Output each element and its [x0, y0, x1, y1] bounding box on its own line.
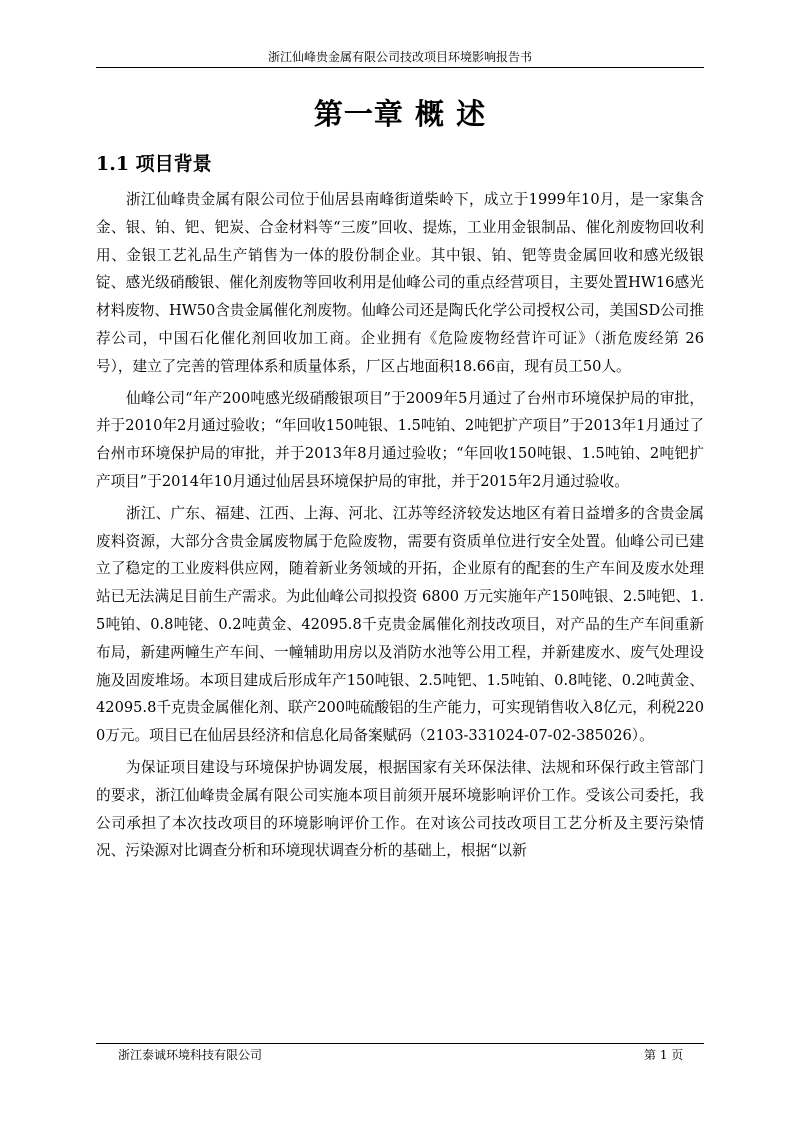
paragraph-eia-purpose: 为保证项目建设与环境保护协调发展，根据国家有关环保法律、法规和环保行政主管部门的要求，浙江仙峰贵金属有限公司实施本项目前须开展环境影响评价工作。受该公司委托，我公司承担了本次技改项目的环境影响评价工作。在对该公司技改项目工艺分析及主要污染情况、污染源对比调查分析和环境现状调查分析的基础上，根据“以新 [96, 758, 704, 860]
footer-company: 浙江泰诚环境科技有限公司 [118, 1048, 263, 1062]
chapter-title: 第一章 概 述 [313, 97, 487, 131]
footer-divider [96, 1043, 704, 1044]
body-text [96, 186, 704, 869]
paragraph-project-plan: 浙江、广东、福建、江西、上海、河北、江苏等经济较发达地区有着日益增多的含贵金属废料资源，大部分含贵金属废物属于危险废物，需要有资质单位进行安全处置。仙峰公司已建立了稳定的工业废料供应网，随着新业务领域的开拓，企业原有的配套的生产车间及废水处理站已无法满足目前生产需求。为此仙峰公司拟投资 6800 万元实施年产150吨银、2.5吨钯、1.5吨铂、0.8吨铑、0.2吨黄金、42095.8千克贵金属催化剂技改项目，对产品的生产车间重新布局，新建两幢生产车间、一幢辅助用房以及消防水池等公用工程，并新建废水、废气处理设施及固废堆场。本项目建成后形成年产150吨银、2.5吨钯、1.5吨铂、0.8吨铑、0.2吨黄金、42095.8千克贵金属催化剂、联产200吨硫酸铝的生产能力，可实现销售收入8亿元，利税2200万元。项目已在仙居县经济和信息化局备案赋码（2103-331024-07-02-385026）。 [96, 504, 704, 745]
header-divider [96, 67, 704, 68]
paragraph-company-intro: 浙江仙峰贵金属有限公司位于仙居县南峰街道柴岭下，成立于1999年10月，是一家集含金、银、铂、钯、钯炭、合金材料等“三废”回收、提炼，工业用金银制品、催化剂废物回收利用、金银工艺礼品生产销售为一体的股份制企业。其中银、铂、钯等贵金属回收和感光级银锭、感光级硝酸银、催化剂废物等回收利用是仙峰公司的重点经营项目，主要处置HW16感光材料废物、HW50含贵金属催化剂废物。仙峰公司还是陶氏化学公司授权公司，美国SD公司推荐公司，中国石化催化剂回收加工商。企业拥有《危险废物经营许可证》（浙危废经第 26 号），建立了完善的管理体系和质量体系，厂区占地面积18.66亩，现有员工50人。 [96, 191, 704, 375]
running-header: 浙江仙峰贵金属有限公司技改项目环境影响报告书 [267, 50, 532, 64]
paragraph-approval-history: 仙峰公司“年产200吨感光级硝酸银项目”于2009年5月通过了台州市环境保护局的审批，并于2010年2月通过验收；“年回收150吨银、1.5吨铂、2吨钯扩产项目”于2013年1月通过了台州市环境保护局的审批，并于2013年8月通过验收；“年回收150吨银、1.5吨铂、2吨钯扩产项目”于2014年10月通过仙居县环境保护局的审批，并于2015年2月通过验收。 [96, 389, 704, 490]
page-number: 第 1 页 [644, 1048, 684, 1062]
section-heading: 1.1 项目背景 [96, 153, 212, 175]
